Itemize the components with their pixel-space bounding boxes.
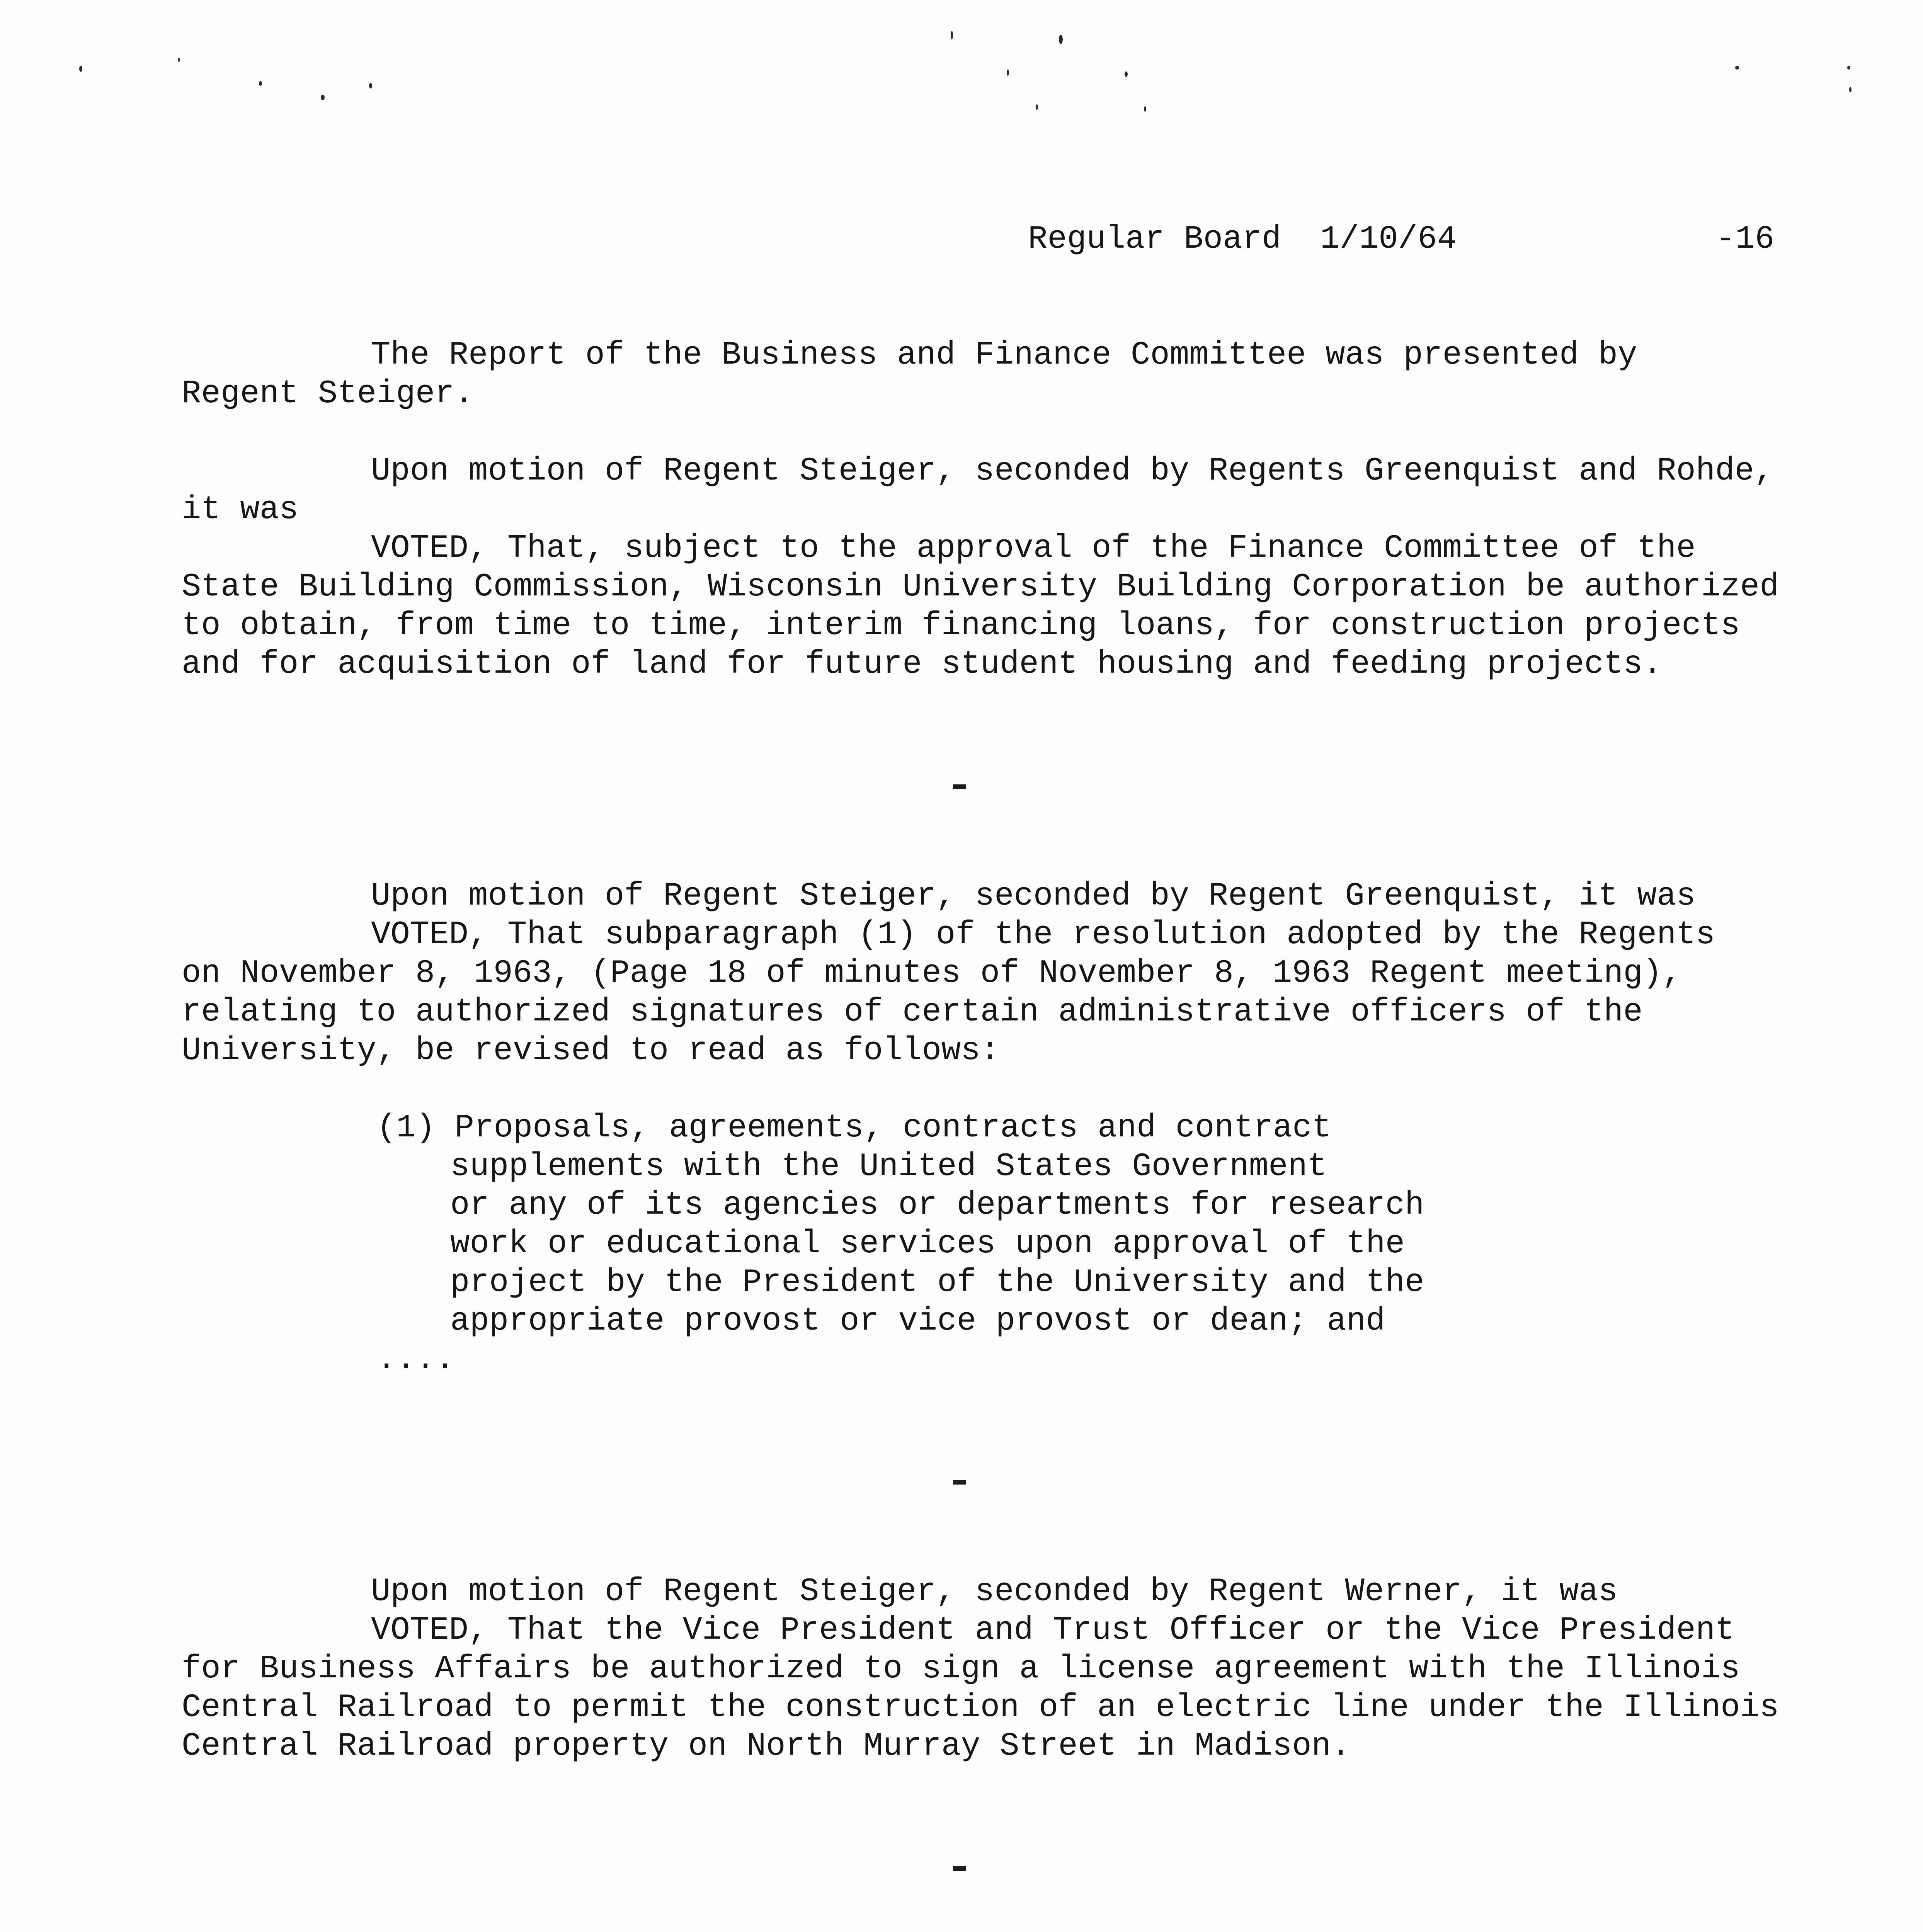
motion3-line: Central Railroad to permit the construction of an electric line under the Illinois [182, 1689, 1779, 1726]
motion1-line: VOTED, That, subject to the approval of the Finance Committee of the [371, 530, 1696, 567]
scan-speck [1036, 104, 1038, 110]
motion3-line: VOTED, That the Vice President and Trust Officer or the Vice President [371, 1612, 1735, 1649]
report-line: The Report of the Business and Finance Committee was presented by [371, 337, 1637, 374]
scan-speck [1125, 71, 1128, 77]
motion3-line: Central Railroad property on North Murray Street in Madison. [182, 1728, 1351, 1765]
header-page-number: -16 [1716, 221, 1775, 258]
motion1-line: State Building Commission, Wisconsin University Building Corporation be authorized [182, 569, 1779, 605]
motion3-line: Upon motion of Regent Steiger, seconded by Regent Werner, it was [371, 1573, 1618, 1610]
motion1-line: and for acquisition of land for future student housing and feeding projects. [182, 646, 1663, 683]
quote-line: or any of its agencies or departments for research [450, 1187, 1424, 1224]
motion2-line: Upon motion of Regent Steiger, seconded by Regent Greenquist, it was [371, 878, 1696, 915]
quote-line: appropriate provost or vice provost or dean; and [450, 1303, 1385, 1340]
motion2-line: on November 8, 1963, (Page 18 of minutes of November 8, 1963 Regent meeting), [182, 955, 1682, 992]
motion1-line: it was [182, 492, 299, 528]
motion2-line: University, be revised to read as follows: [182, 1032, 1000, 1069]
report-line: Regent Steiger. [182, 376, 474, 412]
scan-speck [1144, 106, 1146, 112]
header-title: Regular Board 1/10/64 [1028, 221, 1457, 258]
quote-ellipsis: .... [377, 1342, 455, 1378]
scan-speck [1735, 66, 1739, 70]
scan-speck [178, 58, 180, 62]
quote-line: project by the President of the University and the [450, 1264, 1424, 1301]
scan-speck [1059, 35, 1063, 44]
motion3-line: for Business Affairs be authorized to sign a license agreement with the Illinois [182, 1651, 1740, 1687]
scan-speck [79, 66, 82, 72]
quote-line: supplements with the United States Government [450, 1148, 1327, 1185]
motion2-line: VOTED, That subparagraph (1) of the resolution adopted by the Regents [371, 917, 1715, 953]
motion1-line: to obtain, from time to time, interim financing loans, for construction projects [182, 607, 1740, 644]
scan-speck [951, 31, 953, 39]
section-separator [953, 784, 966, 789]
section-separator [953, 1866, 966, 1871]
scan-speck [321, 95, 325, 100]
scan-speck [259, 81, 262, 86]
motion2-line: relating to authorized signatures of certain administrative officers of the [182, 994, 1643, 1031]
scan-speck [1007, 70, 1009, 76]
quote-line: work or educational services upon approval of the [450, 1226, 1405, 1262]
scan-speck [1847, 66, 1850, 70]
quote-line: (1) Proposals, agreements, contracts and contract [377, 1110, 1332, 1146]
motion1-line: Upon motion of Regent Steiger, seconded by Regents Greenquist and Rohde, [371, 453, 1774, 490]
scan-speck [1849, 87, 1852, 92]
section-separator [953, 1480, 966, 1485]
scan-speck [369, 83, 372, 88]
